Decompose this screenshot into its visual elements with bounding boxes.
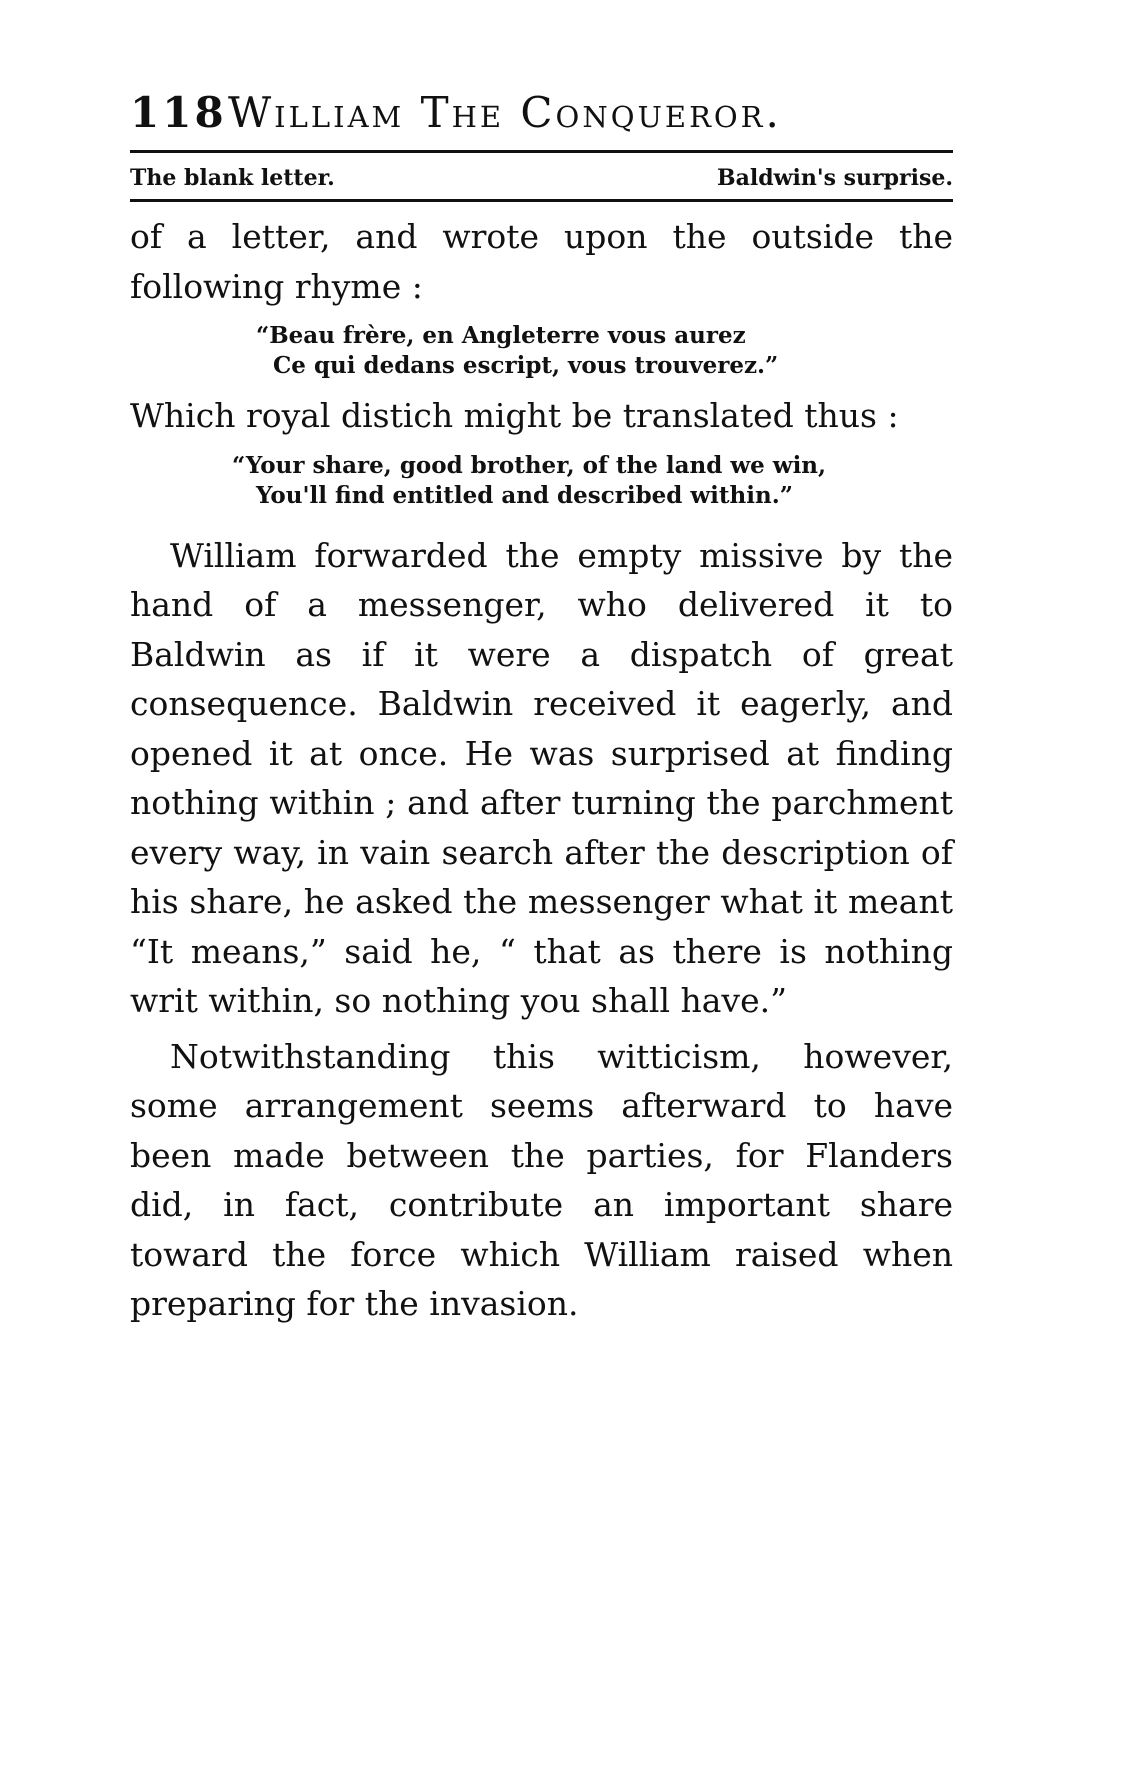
- page-number: 118: [130, 88, 227, 137]
- verse-line: “Beau frère, en Angleterre vous aurez: [256, 322, 746, 349]
- verse-french: [130, 321, 953, 381]
- verse-english: [130, 451, 953, 511]
- paragraph-william: William forwarded the empty missive by the hand of a messenger, who delivered it to Baldwin as if it were a dispatch of great consequence. Baldwin received it eagerly, and opened it at once. He was surprised at finding nothing within ; and after turning the parchment every way, in vain search after the description of his share, he asked the messenger what it meant “It means,” said he, “ that as there is nothing writ within, so nothing you shall have.”: [130, 535, 953, 1020]
- paragraph-opening: of a letter, and wrote upon the outside the following rhyme :: [130, 217, 953, 306]
- verse-line: “Your share, good brother, of the land we win,: [232, 451, 827, 479]
- paragraph-translation-intro: Which royal distich might be translated thus :: [130, 396, 899, 435]
- running-head: [130, 88, 953, 150]
- verse-line: Ce qui dedans escript, vous trouverez.”: [273, 352, 779, 379]
- book-page: [130, 88, 953, 1329]
- verse-line: You'll find entitled and described within.”: [256, 481, 793, 509]
- book-title: William The Conqueror.: [228, 88, 782, 137]
- sidenote-left: The blank letter.: [130, 165, 335, 191]
- sidenotes: [130, 153, 953, 199]
- header-rule-bottom: [130, 199, 953, 202]
- sidenote-right: Baldwin's surprise.: [716, 165, 953, 191]
- paragraph-notwithstanding: Notwithstanding this witticism, however, some arrangement seems afterward to have been made between the parties, for Flanders did, in fact, contribute an important share toward the force which William raised when preparing for the invasion.: [130, 1036, 953, 1323]
